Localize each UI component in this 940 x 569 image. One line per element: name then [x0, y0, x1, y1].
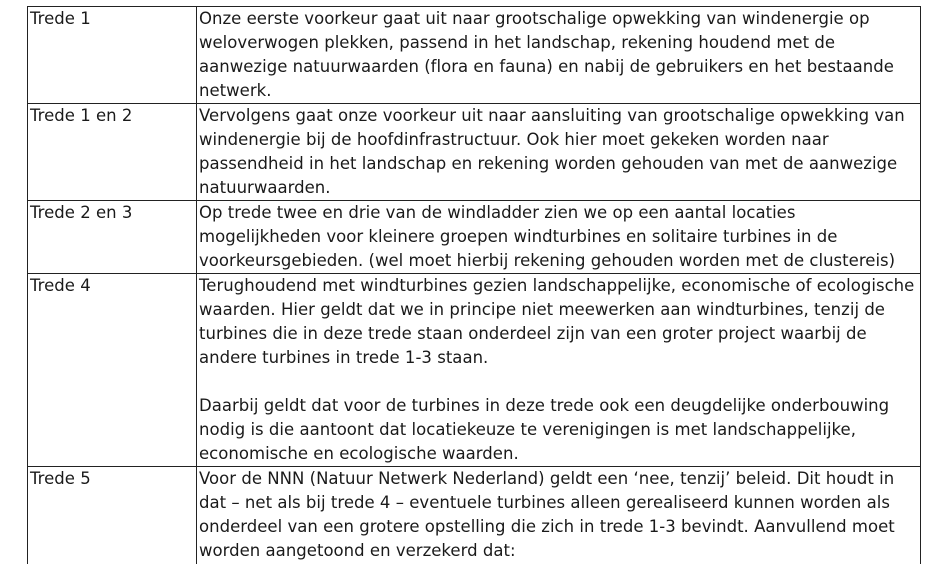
row-description: [197, 201, 921, 274]
row-description: [197, 104, 921, 201]
description-paragraph: Vervolgens gaat onze voorkeur uit naar aansluiting van grootschalige opwekking van windenergie bij de hoofdinfrastructuur. Ook hier moet gekeken worden naar passendheid in het landschap en rekening worden gehouden van met de aanwezige natuurwaarden.: [199, 106, 905, 197]
row-label: Trede 1: [28, 7, 197, 104]
description-paragraph: Daarbij geldt dat voor de turbines in deze trede ook een deugdelijke onderbouwing nodig is die aantoont dat locatiekeuze te verenigingen is met landschappelijke, economische en ecologische waarden.: [199, 396, 890, 463]
description-paragraph: Voor de NNN (Natuur Netwerk Nederland) geldt een ‘nee, tenzij’ beleid. Dit houdt in dat – net als bij trede 4 – eventuele turbines alleen gerealiseerd kunnen worden als onderdeel van een grotere opstelling die zich in trede 1-3 bevindt. Aanvullend moet worden aangetoond en verzekerd dat:: [199, 469, 895, 560]
table-row: [28, 201, 921, 274]
row-label: Trede 2 en 3: [28, 201, 197, 274]
windladder-table: [27, 6, 921, 564]
description-paragraph: Op trede twee en drie van de windladder zien we op een aantal locaties mogelijkheden voor kleinere groepen windturbines en solitaire turbines in de voorkeursgebieden. (wel moet hierbij rekening gehouden worden met de clustereis): [199, 203, 896, 270]
row-description: [197, 467, 921, 564]
table-row: [28, 467, 921, 564]
table-row: [28, 274, 921, 467]
description-paragraph: Terughoudend met windturbines gezien landschappelijke, economische of ecologische waarden. Hier geldt dat we in principe niet meewerken aan windturbines, tenzij de turbines die in deze trede staan onderdeel zijn van een groter project waarbij de andere turbines in trede 1-3 staan.: [199, 276, 915, 367]
table-row: [28, 7, 921, 104]
row-description: [197, 7, 921, 104]
windladder-table-body: [28, 7, 921, 564]
description-paragraph: Onze eerste voorkeur gaat uit naar grootschalige opwekking van windenergie op weloverwogen plekken, passend in het landschap, rekening houdend met de aanwezige natuurwaarden (flora en fauna) en nabij de gebruikers en het bestaande netwerk.: [199, 9, 894, 100]
table-row: [28, 104, 921, 201]
row-label: Trede 5: [28, 467, 197, 564]
row-description: [197, 274, 921, 467]
row-label: Trede 4: [28, 274, 197, 467]
row-label: Trede 1 en 2: [28, 104, 197, 201]
